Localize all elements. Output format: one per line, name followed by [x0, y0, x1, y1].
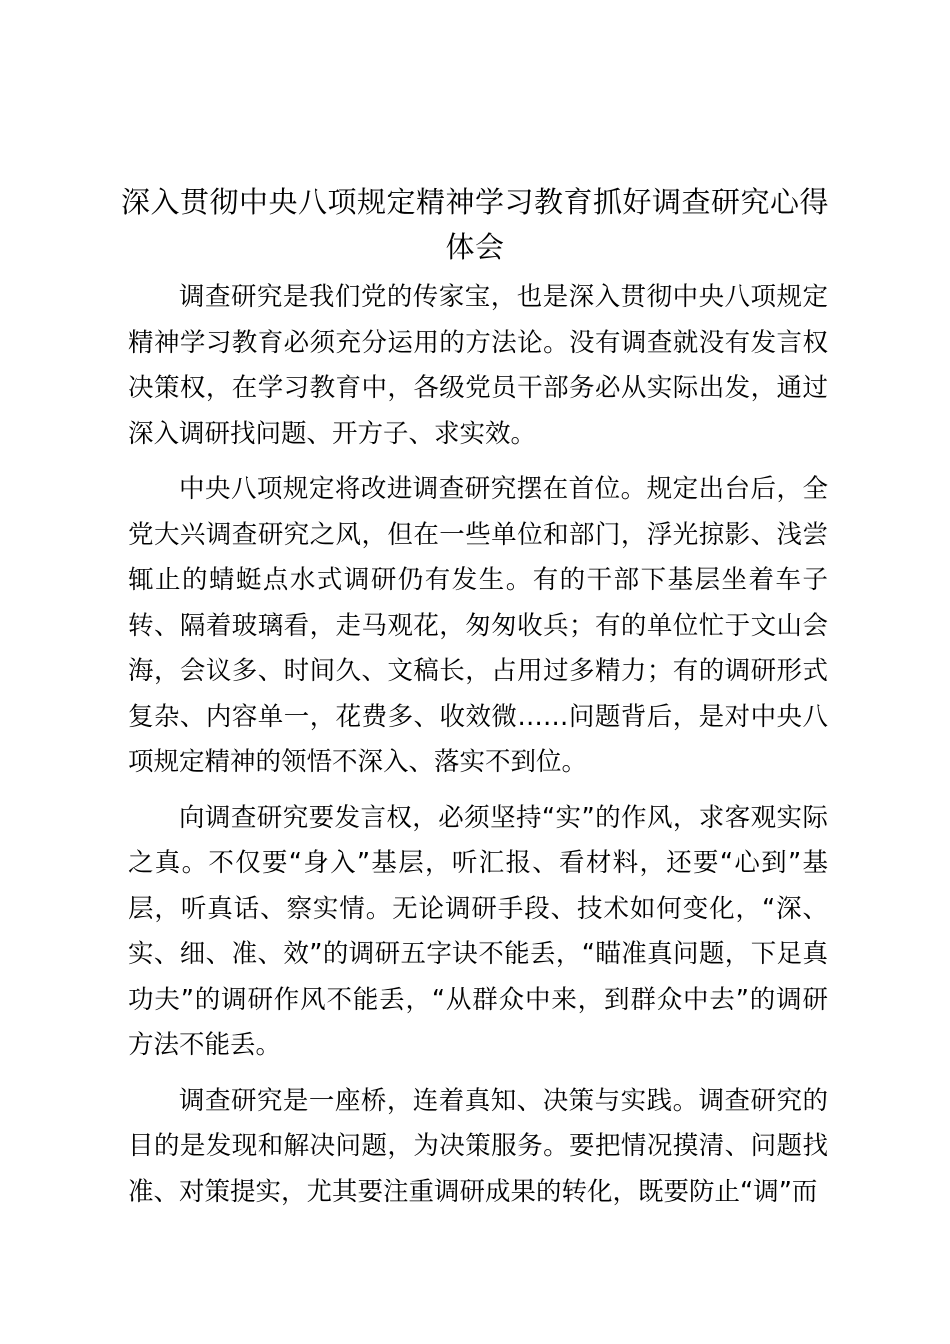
paragraph: 调查研究是一座桥，连着真知、决策与实践。调查研究的目的是发现和解决问题，为决策服务。要把情况摸清、问题找准、对策提实，尤其要注重调研成果的转化，既要防止“调”而 — [128, 1085, 828, 1207]
paragraph: 调查研究是我们党的传家宝，也是深入贯彻中央八项规定精神学习教育必须充分运用的方法论。没有调查就没有发言权决策权，在学习教育中，各级党员干部务必从实际出发，通过深入调研找问题、开方子、求实效。 — [128, 282, 828, 449]
paragraph: 中央八项规定将改进调查研究摆在首位。规定出台后，全党大兴调查研究之风，但在一些单位和部门，浮光掠影、浅尝辄止的蜻蜓点水式调研仍有发生。有的干部下基层坐着车子转、隔着玻璃看，走马观花，匆匆收兵；有的单位忙于文山会海，会议多、时间久、文稿长，占用过多精力；有的调研形式复杂、内容单一，花费多、收效微……问题背后，是对中央八项规定精神的领悟不深入、落实不到位。 — [128, 474, 828, 777]
document-title: 深入贯彻中央八项规定精神学习教育抓好调查研究心得体会 — [120, 185, 829, 264]
document-body — [128, 275, 828, 1225]
paragraph: 向调查研究要发言权，必须坚持“实”的作风，求客观实际之真。不仅要“身入”基层，听汇报、看材料，还要“心到”基层，听真话、察实情。无论调研手段、技术如何变化，“深、实、细、准、效”的调研五字诀不能丢，“瞄准真问题，下足真功夫”的调研作风不能丢，“从群众中来，到群众中去”的调研方法不能丢。 — [128, 802, 828, 1060]
